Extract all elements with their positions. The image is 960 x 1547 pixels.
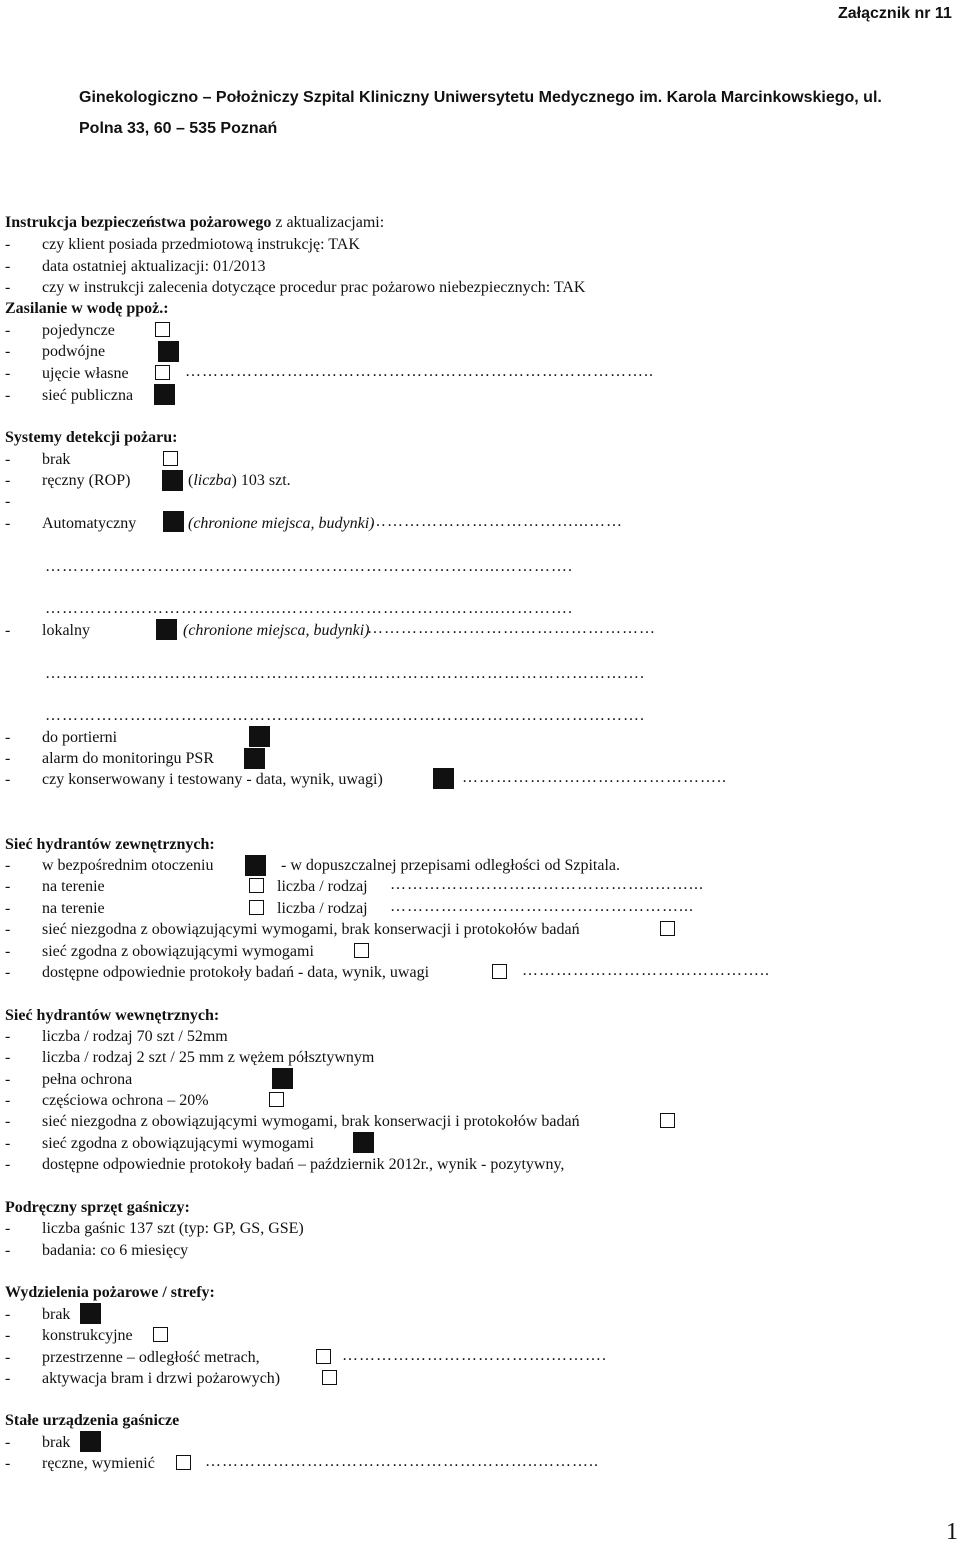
int-compliant-checkbox[interactable] [353,1132,374,1153]
ext-terrain2-checkbox[interactable] [249,900,264,915]
detection-auto-label: Automatyczny [42,515,137,532]
ext-nearby-label: w bezpośrednim otoczeniu [42,857,214,874]
int-count2: liczba / rodzaj 2 szt / 25 mm z wężem półsztywnym [42,1049,375,1066]
ext-compliant-label: sieć zgodna z obowiązującymi wymogami [42,943,314,960]
dash: - [5,472,11,489]
dash: - [5,1370,11,1387]
dash: - [5,1028,11,1045]
hospital-name-line2: Polna 33, 60 – 535 Poznań [79,120,278,137]
ext-noncompliant-label: sieć niezgodna z obowiązującymi wymogami, brak konserwacji i protokołów badań [42,921,580,938]
fixed-none-checkbox[interactable] [80,1431,101,1452]
dash: - [5,1434,11,1451]
dash: - [5,878,11,895]
ext-protocols-label: dostępne odpowiednie protokoły badań - data, wynik, uwagi [42,964,430,981]
fixed-manual-label: ręczne, wymienić [42,1455,155,1472]
detection-local-note: (chronione miejsca, budynki) [183,622,370,639]
int-full-label: pełna ochrona [42,1071,133,1088]
detection-manual-note: (liczba) 103 szt. [188,472,291,489]
dash: - [5,515,11,532]
dash: - [5,921,11,938]
water-own-label: ujęcie własne [42,365,129,382]
int-noncompliant-checkbox[interactable] [660,1113,675,1128]
hospital-name-line1: Ginekologiczno – Położniczy Szpital Kliniczny Uniwersytetu Medycznego im. Karola Marcinkowskiego, ul. [79,89,882,106]
int-full-checkbox[interactable] [272,1068,293,1089]
dash: - [5,1242,11,1259]
detection-auto-line2: …………………………………...………………………………...…………. [45,558,573,575]
dash: - [5,1135,11,1152]
ext-nearby-checkbox[interactable] [245,855,266,876]
instruction-title-rest: z aktualizacjami: [271,214,385,231]
zones-title: Wydzielenia pożarowe / strefy: [5,1284,215,1301]
zones-gates-label: aktywacja bram i drzwi pożarowych) [42,1370,281,1387]
water-single-checkbox[interactable] [155,322,170,337]
dash: - [5,1327,11,1344]
fixed-title: Stałe urządzenia gaśnicze [5,1412,180,1429]
dash: - [5,1071,11,1088]
ext-terrain1-dots: ………………………………………..……... [390,876,704,893]
zones-none-checkbox[interactable] [80,1303,101,1324]
ext-terrain1-label: na terenie [42,878,105,895]
attachment-label: Załącznik nr 11 [838,5,952,22]
detection-auto-dots: ………………………………...…… [370,513,623,530]
extinguishers-title: Podręczny sprzęt gaśniczy: [5,1199,190,1216]
fixed-none-label: brak [42,1434,71,1451]
dash: - [5,964,11,981]
dash: - [5,387,11,404]
ext-terrain1-checkbox[interactable] [249,878,264,893]
detection-local-line2: ……………………………………………………………………………………………. [45,665,645,682]
int-compliant-label: sieć zgodna z obowiązującymi wymogami [42,1135,314,1152]
extinguishers-count: liczba gaśnic 137 szt (typ: GP, GS, GSE) [42,1220,304,1237]
dash: - [5,451,11,468]
instruction-title-bold: Instrukcja bezpieczeństwa pożarowego [5,214,272,231]
zones-construction-checkbox[interactable] [153,1327,168,1342]
detection-none-label: brak [42,451,71,468]
dash: - [5,258,11,275]
dash: - [5,1349,11,1366]
detection-local-label: lokalny [42,622,90,639]
instruction-item-1: czy klient posiada przedmiotową instrukcję: TAK [42,236,360,253]
dash: - [5,1049,11,1066]
dash: - [5,1220,11,1237]
dash: - [5,729,11,746]
detection-local-checkbox[interactable] [156,619,177,640]
water-own-dots: ……………………………………………………………………….. [185,363,654,380]
dash: - [5,493,11,510]
ext-protocols-checkbox[interactable] [492,964,507,979]
instruction-item-2: data ostatniej aktualizacji: 01/2013 [42,258,266,275]
dash: - [5,1306,11,1323]
detection-none-checkbox[interactable] [163,451,178,466]
dash: - [5,1455,11,1472]
detection-tested-dots: ……………………………………….. [462,769,727,786]
zones-construction-label: konstrukcyjne [42,1327,133,1344]
int-noncompliant-label: sieć niezgodna z obowiązującymi wymogami, brak konserwacji i protokołów badań [42,1113,580,1130]
ext-terrain2-dots: ……………………………………………... [390,898,694,915]
dash: - [5,771,11,788]
zones-spatial-dots: ……………………………….………. [342,1347,607,1364]
ext-terrain1-rest: liczba / rodzaj [277,878,368,895]
zones-gates-checkbox[interactable] [322,1370,337,1385]
zones-spatial-label: przestrzenne – odległość metrach, [42,1349,260,1366]
page-number: 1 [946,1519,958,1545]
dash: - [5,1156,11,1173]
detection-title: Systemy detekcji pożaru: [5,429,178,446]
instruction-title [5,212,384,233]
water-own-checkbox[interactable] [155,365,170,380]
water-double-label: podwójne [42,343,106,360]
detection-tested-checkbox[interactable] [433,768,454,789]
dash: - [5,365,11,382]
fixed-manual-checkbox[interactable] [176,1455,191,1470]
detection-psr-checkbox[interactable] [244,748,265,769]
water-double-checkbox[interactable] [158,341,179,362]
ext-compliant-checkbox[interactable] [354,943,369,958]
dash: - [5,750,11,767]
ext-hydrants-title: Sieć hydrantów zewnętrznych: [5,836,215,853]
detection-auto-note: (chronione miejsca, budynki) [188,515,375,532]
dash: - [5,943,11,960]
instruction-item-3: czy w instrukcji zalecenia dotyczące procedur prac pożarowo niebezpiecznych: TAK [42,279,586,296]
fixed-manual-dots: …………………………………………………..……….. [205,1453,599,1470]
dash: - [5,322,11,339]
int-partial-label: częściowa ochrona – 20% [42,1092,209,1109]
dash: - [5,343,11,360]
ext-terrain2-rest: liczba / rodzaj [277,900,368,917]
detection-local-line3: ……………………………………………………………………………………………. [45,707,645,724]
int-protocols-label: dostępne odpowiednie protokoły badań – październik 2012r., wynik - pozytywny, [42,1156,565,1173]
water-single-label: pojedyncze [42,322,115,339]
detection-manual-checkbox[interactable] [162,470,183,491]
int-count1: liczba / rodzaj 70 szt / 52mm [42,1028,228,1045]
detection-psr-label: alarm do monitoringu PSR [42,750,214,767]
dash: - [5,279,11,296]
detection-auto-checkbox[interactable] [163,511,184,532]
dash: - [5,857,11,874]
detection-portier-checkbox[interactable] [249,726,270,747]
int-partial-checkbox[interactable] [269,1092,284,1107]
extinguishers-tests: badania: co 6 miesięcy [42,1242,189,1259]
ext-protocols-dots: …………………………………….. [522,962,770,979]
int-hydrants-title: Sieć hydrantów wewnętrznych: [5,1007,220,1024]
dash: - [5,236,11,253]
water-public-label: sieć publiczna [42,387,134,404]
dash: - [5,900,11,917]
zones-spatial-checkbox[interactable] [316,1349,331,1364]
ext-nearby-rest: - w dopuszczalnej przepisami odległości od Szpitala. [281,857,621,874]
detection-auto-line3: …………………………………...………………………………...…………. [45,600,573,617]
ext-terrain2-label: na terenie [42,900,105,917]
dash: - [5,1092,11,1109]
detection-tested-label: czy konserwowany i testowany - data, wynik, uwagi) [42,771,383,788]
water-title: Zasilanie w wodę ppoż.: [5,300,169,317]
zones-none-label: brak [42,1306,71,1323]
dash: - [5,1113,11,1130]
dash: - [5,622,11,639]
detection-local-dots: …………………………………………… [367,620,656,637]
detection-manual-label: ręczny (ROP) [42,472,131,489]
water-public-checkbox[interactable] [154,384,175,405]
ext-noncompliant-checkbox[interactable] [660,921,675,936]
detection-portier-label: do portierni [42,729,118,746]
